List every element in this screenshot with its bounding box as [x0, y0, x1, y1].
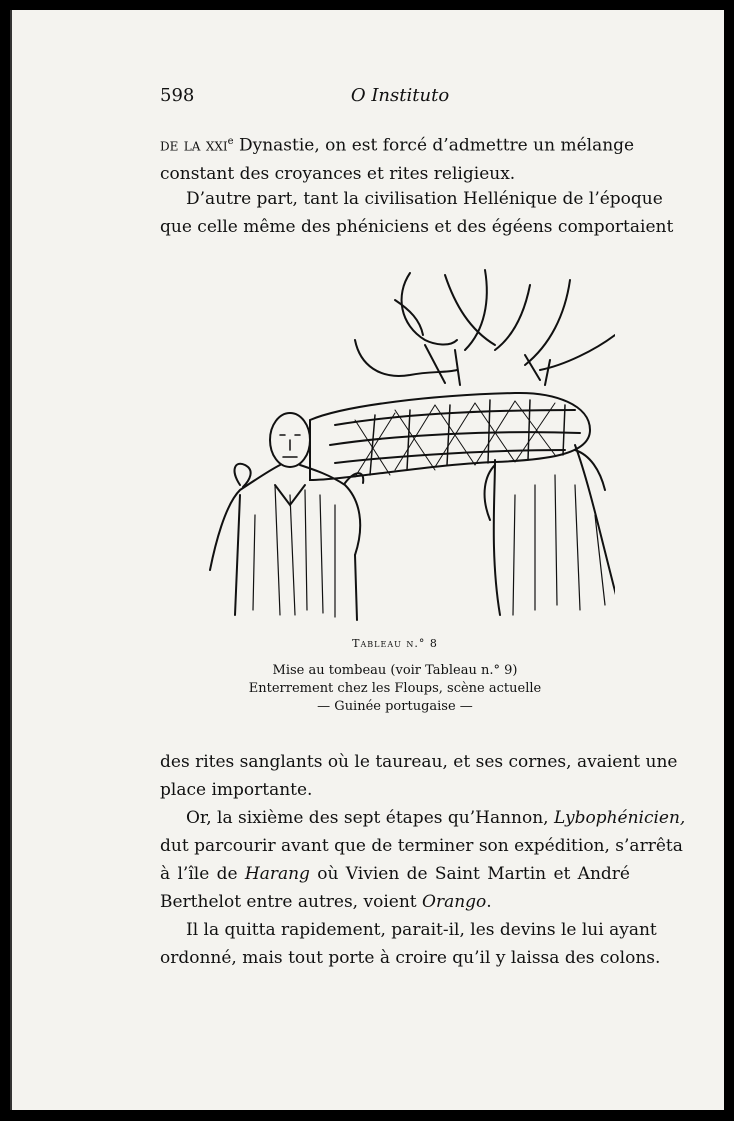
book-page	[10, 10, 724, 1110]
caption-line: Enterrement chez les Floups, scène actuelle	[248, 681, 542, 696]
text-span: Dynastie, on est forcé d’admettre un mélange	[233, 135, 635, 156]
text-span: où Vivien de Saint Martin et André	[309, 864, 630, 884]
caption-line: — Guinée portugaise —	[317, 699, 473, 714]
text-span: .	[486, 892, 492, 912]
paragraph-4	[160, 804, 686, 916]
figure-label: Tableau n.° 8	[352, 637, 438, 650]
paragraph-1	[160, 128, 635, 188]
caption-line: Mise au tombeau (voir Tableau n.° 9)	[272, 663, 518, 678]
italic-term: Harang	[244, 864, 310, 884]
text-line	[160, 128, 635, 160]
text-span: de la xxi	[160, 135, 228, 156]
text-span: Or, la sixième des sept étapes qu’Hannon,	[186, 808, 554, 828]
paragraph-5	[160, 916, 661, 972]
page-header	[160, 85, 640, 115]
burial-illustration	[195, 255, 615, 630]
paragraph-3	[160, 748, 678, 804]
text-line: des rites sanglants où le taureau, et ses cornes, avaient une	[160, 752, 678, 772]
text-line: constant des croyances et rites religieux.	[160, 163, 516, 184]
text-line: que celle même des phéniciens et des égéens comportaient	[160, 217, 674, 237]
text-line: Il la quitta rapidement, parait-il, les devins le lui ayant	[186, 920, 657, 940]
italic-term: Orango	[422, 892, 487, 912]
italic-term: Lybophénicien,	[553, 808, 686, 828]
text-line	[160, 804, 686, 832]
figure-caption	[160, 662, 630, 716]
text-line	[160, 888, 630, 916]
running-title: O Instituto	[350, 85, 450, 106]
superscript: e	[227, 136, 234, 147]
text-span: Berthelot entre autres, voient	[160, 892, 423, 912]
text-line: dut parcourir avant que de terminer son expédition, s’arrêta	[160, 836, 683, 856]
text-line: D’autre part, tant la civilisation Hellénique de l’époque	[186, 189, 663, 209]
text-line	[160, 860, 630, 888]
text-span: à l’île de	[160, 864, 245, 884]
text-line: ordonné, mais tout porte à croire qu’il y laissa des colons.	[160, 948, 661, 968]
paragraph-2	[160, 185, 674, 241]
page-number: 598	[160, 85, 195, 106]
text-line: place importante.	[160, 780, 313, 800]
